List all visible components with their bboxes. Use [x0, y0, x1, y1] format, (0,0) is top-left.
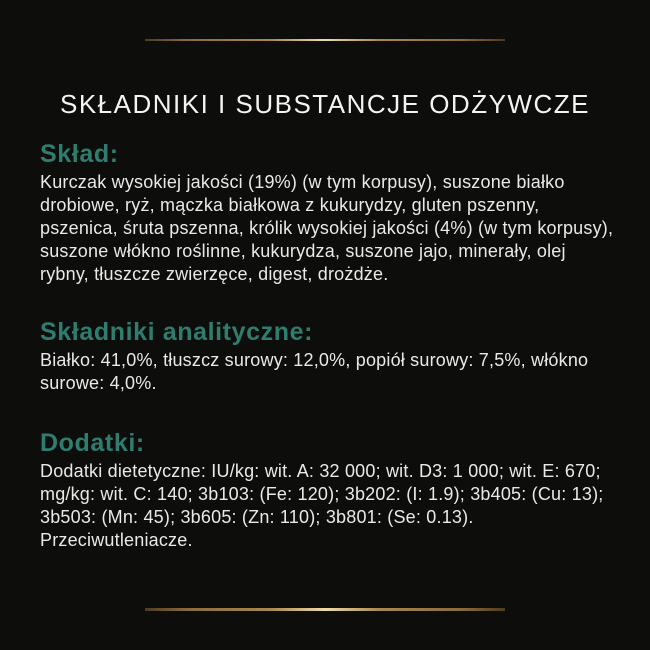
section-heading-composition: Skład: [40, 140, 119, 168]
section-analytical-constituents [40, 317, 614, 395]
section-heading-analytical-constituents: Składniki analityczne: [40, 318, 314, 346]
gold-divider-top [145, 39, 505, 41]
section-body-composition: Kurczak wysokiej jakości (19%) (w tym korpusy), suszone białko drobiowe, ryż, mączka białkowa z kukurydzy, gluten pszenny, pszenica, śruta pszenna, królik wysokiej jakości (4%) (w tym korpusy), suszone włókno roślinne, kukurydza, suszone jajo, minerały, olej rybny, tłuszcze zwierzęce, digest, drożdże. [40, 172, 614, 284]
page-title: SKŁADNIKI I SUBSTANCJE ODŻYWCZE [60, 89, 590, 120]
section-heading-additives: Dodatki: [40, 429, 145, 457]
gold-divider-bottom [145, 608, 505, 611]
section-composition [40, 139, 614, 286]
section-body-analytical-constituents: Białko: 41,0%, tłuszcz surowy: 12,0%, popiół surowy: 7,5%, włókno surowe: 4,0%. [40, 350, 589, 393]
section-additives [40, 428, 614, 552]
section-body-additives: Dodatki dietetyczne: IU/kg: wit. A: 32 000; wit. D3: 1 000; wit. E: 670; mg/kg: wit. C: 140; 3b103: (Fe: 120); 3b202: (I: 1.9); 3b405: (Cu: 13); 3b503: (Mn: 45); 3b605: (Zn: 110); 3b801: (Se: 0.13). Przeciwutleniacze. [40, 461, 604, 550]
